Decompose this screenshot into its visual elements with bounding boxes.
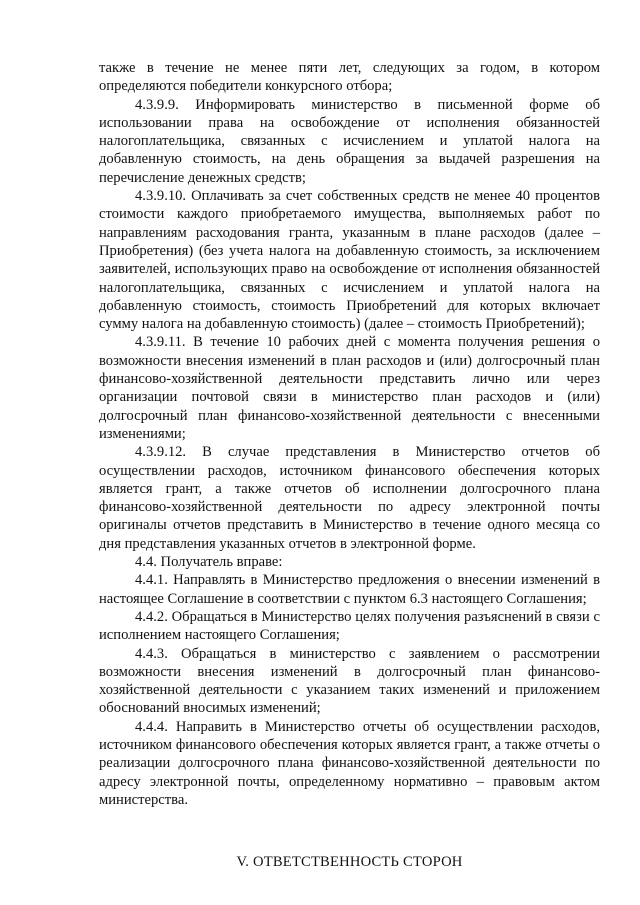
paragraph-4-3-9-11: 4.3.9.11. В течение 10 рабочих дней с момента получения решения о возможности внесения изменений в план расходов и (или) долгосрочный план финансово-хозяйственной деятельности представить лично или через организации почтовой связи в министерство план расходов и (или) долгосрочный план финансово-хозяйственной деятельности с внесенными изменениями; [99, 334, 600, 442]
paragraph-4-4-3: 4.4.3. Обращаться в министерство с заявлением о рассмотрении возможности внесения изменений в долгосрочный план финансово-хозяйственной деятельности с указанием таких изменений и приложением обоснований вносимых изменений; [99, 645, 600, 717]
paragraph-4-3-9-10: 4.3.9.10. Оплачивать за счет собственных средств не менее 40 процентов стоимости каждого приобретаемого имущества, выполняемых работ по направлениям расходования гранта, указанным в плане расходов (далее – Приобретения) (без учета налога на добавленную стоимость, за исключением заявителей, использующих право на освобождение от исполнения обязанностей налогоплательщика, связанных с исчислением и уплатой налога на добавленную стоимость, стоимость Приобретений для которых включает сумму налога на добавленную стоимость) (далее – стоимость Приобретений); [99, 188, 600, 333]
section-heading: V. ОТВЕТСТВЕННОСТЬ СТОРОН [236, 854, 463, 871]
paragraph-4-4-1: 4.4.1. Направлять в Министерство предложения о внесении изменений в настоящее Соглашение в соответствии с пунктом 6.3 настоящего Соглашения; [99, 572, 600, 607]
paragraph-4-4-2: 4.4.2. Обращаться в Министерство целях получения разъяснений в связи с исполнением настоящего Соглашения; [99, 608, 600, 644]
paragraph-4-3-9-12: 4.3.9.12. В случае представления в Министерство отчетов об осуществлении расходов, источником финансового обеспечения которых является грант, а также отчетов об исполнении долгосрочного плана финансово-хозяйственной деятельности по адресу электронной почты оригиналы отчетов представить в Министерство в течение одного месяца со дня представления указанных отчетов в электронной форме. [99, 444, 600, 552]
paragraph-continuation: также в течение не менее пяти лет, следующих за годом, в котором определяются победители конкурсного отбора; [99, 60, 600, 95]
paragraph-4-4-4: 4.4.4. Направить в Министерство отчеты об осуществлении расходов, источником финансового обеспечения которых является грант, а также отчеты о реализации долгосрочного плана финансово-хозяйственной деятельности по адресу электронной почты, определенному нормативно – правовым актом министерства. [99, 718, 600, 808]
paragraph-4-4: 4.4. Получатель вправе: [135, 554, 283, 571]
paragraph-4-3-9-9: 4.3.9.9. Информировать министерство в письменной форме об использовании права на освобождение от исполнения обязанностей налогоплательщика, связанных с исчислением и уплатой налога на добавленную стоимость, на день обращения за выдачей разрешения на перечисление денежных средств; [99, 96, 600, 186]
document-page [99, 59, 600, 871]
